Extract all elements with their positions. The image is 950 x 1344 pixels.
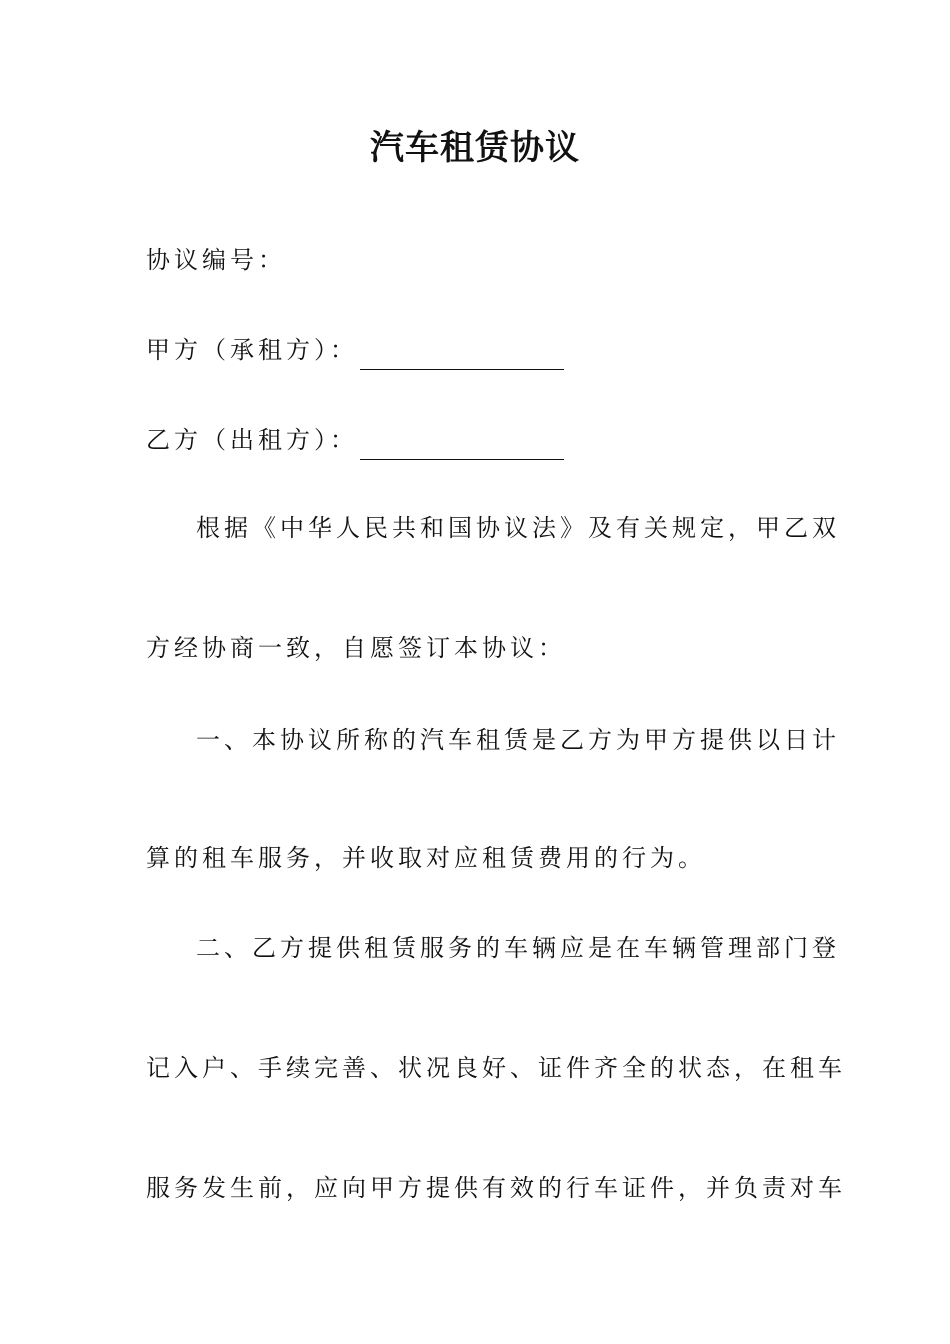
body-line-3: 一、本协议所称的汽车租赁是乙方为甲方提供以日计 [196,726,840,754]
document-title: 汽车租赁协议 [370,128,580,168]
body-line-1: 根据《中华人民共和国协议法》及有关规定，甲乙双 [196,514,840,542]
body-line-4: 算的租车服务，并收取对应租赁费用的行为。 [146,844,706,872]
party-a-label: 甲方（承租方）： [146,336,358,364]
party-b-label: 乙方（出租方）： [146,426,358,454]
body-line-7: 服务发生前，应向甲方提供有效的行车证件，并负责对车 [146,1174,846,1202]
party-b-row [146,420,564,460]
body-line-2: 方经协商一致，自愿签订本协议： [146,634,566,662]
party-a-blank-line [360,341,564,370]
body-line-5: 二、乙方提供租赁服务的车辆应是在车辆管理部门登 [196,934,840,962]
party-b-blank-line [360,431,564,460]
party-a-row [146,330,564,370]
agreement-number-label: 协议编号： [146,246,286,274]
body-line-6: 记入户、手续完善、状况良好、证件齐全的状态，在租车 [146,1054,846,1082]
